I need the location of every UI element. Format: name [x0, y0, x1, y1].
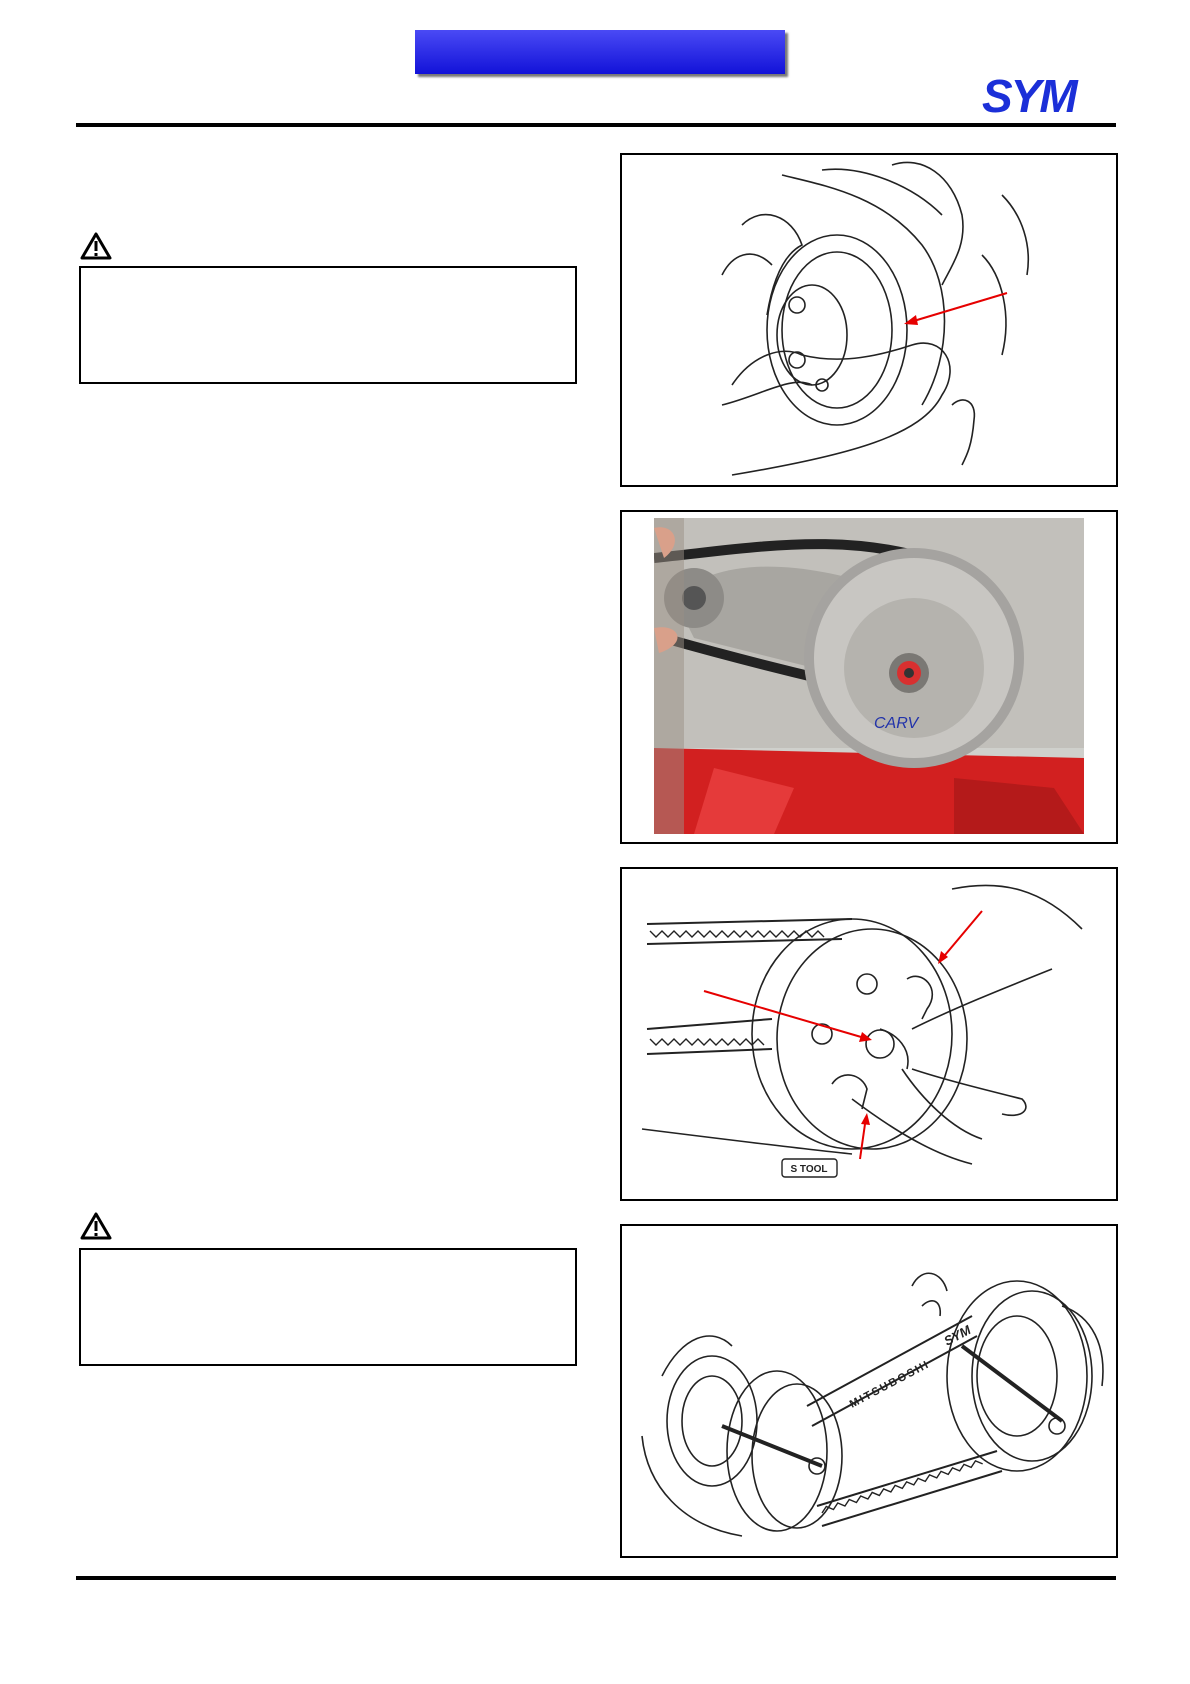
warning-triangle-icon	[80, 232, 112, 260]
svg-text:MITSUBOSHI: MITSUBOSHI	[847, 1358, 933, 1411]
svg-text:SYM: SYM	[982, 70, 1076, 120]
svg-text:SYM: SYM	[941, 1322, 974, 1349]
warning-box	[79, 266, 577, 384]
figure-cover-removal	[620, 153, 1118, 487]
photo	[654, 518, 1084, 834]
figure-special-tool	[620, 867, 1118, 1201]
svg-text:S TOOL: S TOOL	[790, 1164, 828, 1175]
footer-rule	[76, 1576, 1116, 1580]
section-tab	[415, 30, 785, 74]
figure-clutch-photo	[620, 510, 1118, 844]
svg-text:CARV: CARV	[874, 715, 919, 732]
warning-triangle-icon	[80, 1212, 112, 1240]
sym-logo	[980, 70, 1115, 120]
figure-belt-pulleys	[620, 1224, 1118, 1558]
warning-box	[79, 1248, 577, 1366]
header-rule	[76, 123, 1116, 127]
